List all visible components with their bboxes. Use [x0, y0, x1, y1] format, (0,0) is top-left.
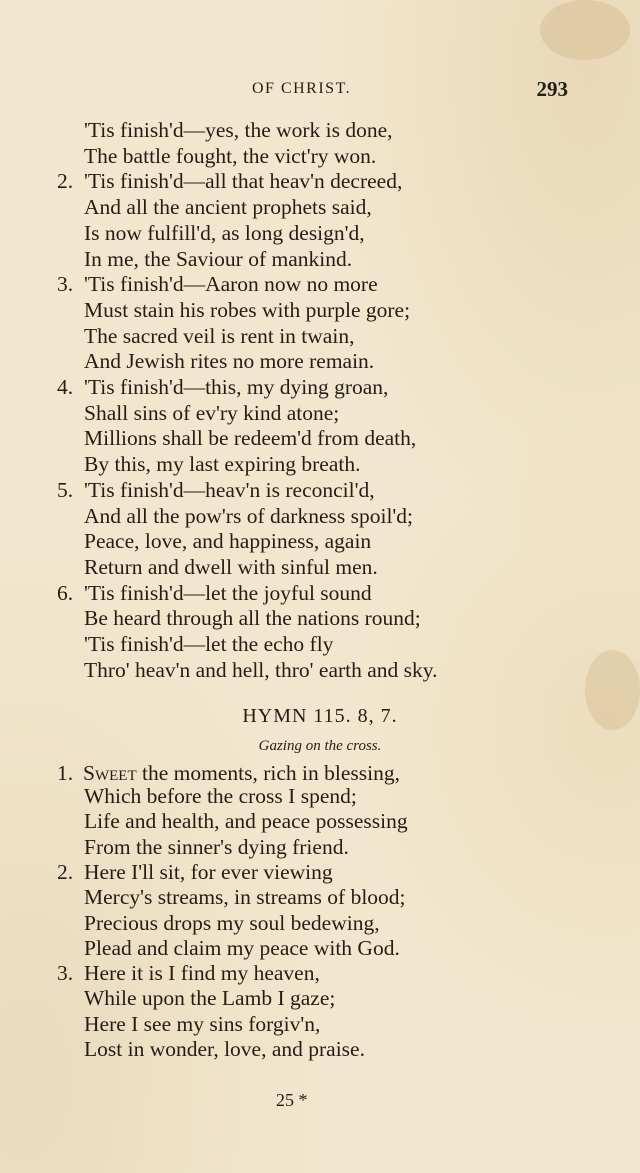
verse-line: 'Tis finish'd—this, my dying groan,: [84, 375, 389, 399]
verse-line: 'Tis finish'd—yes, the work is done,: [84, 118, 393, 142]
verse-number: 6.: [57, 580, 74, 605]
verse-line: By this, my last expiring breath.: [84, 452, 361, 477]
verse-line-rest: the moments, rich in blessing,: [136, 761, 400, 785]
verse-line: Is now fulfill'd, as long design'd,: [84, 220, 365, 245]
verse-line: Here I'll sit, for ever viewing: [84, 859, 333, 884]
verse-line: And all the ancient prophets said,: [84, 195, 372, 220]
hymn-115-subtitle: Gazing on the cross.: [258, 738, 382, 754]
verse-line: 'Tis finish'd—Aaron now no more: [84, 272, 378, 297]
verse-line: 'Tis finish'd—all that heav'n decreed,: [84, 169, 403, 194]
running-head: [0, 77, 640, 104]
verse-line: Precious drops my soul bedewing,: [84, 910, 380, 935]
verse-number: 4.: [57, 375, 74, 399]
verse-line: Peace, love, and happiness, again: [84, 529, 372, 554]
verse-line: The sacred veil is rent in twain,: [84, 323, 355, 348]
verse-line: In me, the Saviour of mankind.: [84, 246, 353, 271]
verse-line: And all the pow'rs of darkness spoil'd;: [84, 503, 414, 528]
verse-line: Must stain his robes with purple gore;: [84, 297, 411, 322]
verse-line: While upon the Lamb I gaze;: [84, 986, 336, 1011]
verse-line: Here it is I find my heaven,: [84, 961, 320, 986]
verse-line: Shall sins of ev'ry kind atone;: [84, 400, 340, 425]
verse-line: Lost in wonder, love, and praise.: [84, 1037, 365, 1061]
verse-line: And Jewish rites no more remain.: [84, 349, 375, 374]
verse-line: Which before the cross I spend;: [84, 784, 357, 808]
verse-line: Plead and claim my peace with God.: [84, 935, 400, 960]
verse-line: Life and health, and peace possessing: [84, 809, 408, 834]
running-title: OF CHRIST.: [252, 80, 352, 97]
verse-line: Here I see my sins forgiv'n,: [84, 1011, 321, 1036]
verse-line: Return and dwell with sinful men.: [84, 554, 378, 579]
verse-line: From the sinner's dying friend.: [84, 834, 349, 859]
printer-signature: 25 *: [276, 1090, 308, 1110]
paper-stain: [540, 0, 630, 60]
verse-number: 3.: [57, 272, 74, 297]
verse-line: [83, 761, 400, 785]
verse-line: 'Tis finish'd—heav'n is reconcil'd,: [84, 477, 375, 502]
verse-number: 5.: [57, 477, 74, 502]
drop-word: Sweet: [83, 761, 137, 785]
verse-line: Be heard through all the nations round;: [84, 606, 421, 631]
verse-line: Thro' heav'n and hell, thro' earth and sky.: [84, 657, 438, 682]
verse-line: Mercy's streams, in streams of blood;: [84, 885, 406, 910]
hymn-115-title: HYMN 115. 8, 7.: [242, 705, 398, 727]
verse-line: Millions shall be redeem'd from death,: [84, 426, 417, 451]
verse-number: 2.: [57, 859, 74, 884]
verse-number: 1.: [57, 761, 74, 785]
verse-number: 2.: [57, 169, 74, 194]
verse-number: 3.: [57, 961, 74, 986]
page-number: 293: [536, 77, 568, 101]
verse-line: The battle fought, the vict'ry won.: [84, 143, 377, 168]
verse-line: 'Tis finish'd—let the echo fly: [84, 632, 334, 656]
verse-line: 'Tis finish'd—let the joyful sound: [84, 580, 372, 605]
